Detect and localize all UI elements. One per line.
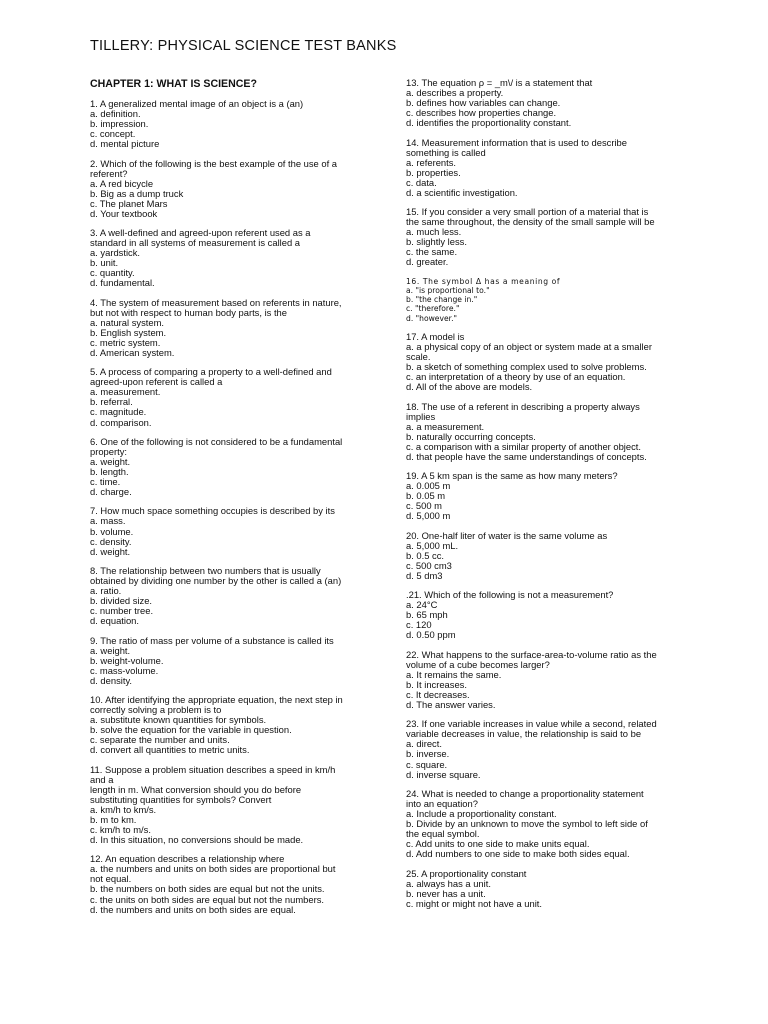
answer-option: c. quantity. bbox=[90, 267, 135, 279]
question-block bbox=[406, 402, 680, 462]
question-block bbox=[90, 854, 372, 914]
answer-option: a. 0.005 m bbox=[406, 480, 451, 492]
question-block bbox=[406, 531, 680, 581]
question-block bbox=[90, 367, 372, 427]
question-text: 25. A proportionality constant bbox=[406, 867, 527, 879]
right-column bbox=[406, 78, 680, 918]
answer-option: b. unit. bbox=[90, 257, 119, 269]
question-text: standard in all systems of measurement is called a bbox=[90, 237, 300, 249]
answer-option: d. 5 dm3 bbox=[406, 569, 443, 581]
question-text: something is called bbox=[406, 146, 486, 158]
answer-option: d. American system. bbox=[90, 346, 175, 358]
question-text: 5. A process of comparing a property to a well-defined and bbox=[90, 366, 332, 378]
answer-option: a. much less. bbox=[406, 226, 462, 238]
answer-option: b. volume. bbox=[90, 525, 134, 537]
answer-option: a. direct. bbox=[406, 738, 442, 750]
answer-option: c. density. bbox=[90, 535, 132, 547]
answer-option: d. In this situation, no conversions should be made. bbox=[90, 833, 304, 845]
question-block bbox=[406, 138, 680, 198]
question-block bbox=[90, 506, 372, 556]
answer-option: d. 5,000 m bbox=[406, 510, 451, 522]
answer-option: a. always has a unit. bbox=[406, 877, 491, 889]
answer-option: b. divided size. bbox=[90, 595, 153, 607]
question-text: 10. After identifying the appropriate equation, the next step in bbox=[90, 694, 343, 706]
question-block bbox=[90, 159, 372, 219]
answer-option: c. Add units to one side to make units equal. bbox=[406, 838, 590, 850]
question-block bbox=[90, 636, 372, 686]
answer-option: c. 500 m bbox=[406, 500, 442, 512]
answer-option: b. the numbers on both sides are equal but not the units. bbox=[90, 883, 325, 895]
answer-option: b. properties. bbox=[406, 166, 461, 178]
question-block bbox=[406, 650, 680, 710]
right-question-list bbox=[406, 78, 680, 909]
chapter-heading: CHAPTER 1: WHAT IS SCIENCE? bbox=[90, 78, 257, 90]
answer-option: d. equation. bbox=[90, 615, 139, 627]
question-text: length in m. What conversion should you do before bbox=[90, 783, 302, 795]
answer-option: b. 0.05 m bbox=[406, 490, 446, 502]
answer-option: b. inverse. bbox=[406, 748, 450, 760]
question-block bbox=[406, 471, 680, 521]
answer-option: a. yardstick. bbox=[90, 247, 141, 259]
answer-option: d. All of the above are models. bbox=[406, 381, 533, 393]
answer-option: d. Your textbook bbox=[90, 207, 158, 219]
answer-option: d. the numbers and units on both sides are equal. bbox=[90, 903, 296, 915]
document-title: TILLERY: PHYSICAL SCIENCE TEST BANKS bbox=[90, 38, 397, 54]
answer-option: d. comparison. bbox=[90, 416, 152, 428]
question-text: 19. A 5 km span is the same as how many meters? bbox=[406, 470, 618, 482]
question-text: 22. What happens to the surface-area-to-volume ratio as the bbox=[406, 648, 657, 660]
answer-option: a. substitute known quantities for symbols. bbox=[90, 714, 267, 726]
question-text: 1. A generalized mental image of an object is a (an) bbox=[90, 98, 304, 109]
answer-option: d. mental picture bbox=[90, 138, 160, 150]
left-question-list bbox=[90, 99, 372, 915]
question-text: but not with respect to human body parts, is the bbox=[90, 306, 287, 318]
question-block bbox=[406, 789, 680, 859]
answer-option: c. The planet Mars bbox=[90, 197, 168, 209]
question-text: 13. The equation ρ = _m\/ is a statement that bbox=[406, 77, 593, 88]
answer-option: a. natural system. bbox=[90, 316, 164, 328]
answer-option: c. number tree. bbox=[90, 605, 154, 617]
question-text: 14. Measurement information that is used to describe bbox=[406, 136, 627, 148]
question-block bbox=[90, 566, 372, 626]
question-text: 6. One of the following is not considered to be a fundamental bbox=[90, 435, 343, 447]
answer-option: c. mass-volume. bbox=[90, 664, 159, 676]
question-text: into an equation? bbox=[406, 797, 478, 809]
question-text: 18. The use of a referent in describing a property always bbox=[406, 400, 640, 412]
answer-option: c. km/h to m/s. bbox=[90, 823, 151, 835]
answer-option: b. solve the equation for the variable in question. bbox=[90, 724, 292, 736]
answer-option: d. greater. bbox=[406, 256, 449, 268]
answer-option: a. ratio. bbox=[90, 585, 122, 597]
answer-option: c. square. bbox=[406, 758, 448, 770]
answer-option: c. describes how properties change. bbox=[406, 107, 557, 119]
question-text: correctly solving a problem is to bbox=[90, 704, 222, 716]
answer-option: b. English system. bbox=[90, 326, 167, 338]
answer-option: d. weight. bbox=[90, 545, 131, 557]
answer-option: c. concept. bbox=[90, 128, 136, 140]
answer-option: c. a comparison with a similar property of another object. bbox=[406, 440, 642, 452]
answer-option: c. time. bbox=[90, 476, 121, 488]
answer-option: a. a measurement. bbox=[406, 420, 485, 432]
question-text: 4. The system of measurement based on referents in nature, bbox=[90, 296, 342, 308]
answer-option: b. weight-volume. bbox=[90, 654, 164, 666]
question-text: 20. One-half liter of water is the same volume as bbox=[406, 529, 608, 541]
answer-option: d. "however." bbox=[406, 313, 457, 323]
question-text: and a bbox=[90, 773, 114, 785]
answer-option: b. Big as a dump truck bbox=[90, 187, 184, 199]
answer-option: c. an interpretation of a theory by use of an equation. bbox=[406, 371, 626, 383]
question-text: 3. A well-defined and agreed-upon referent used as a bbox=[90, 227, 311, 239]
question-text: 15. If you consider a very small portion of a material that is bbox=[406, 206, 649, 218]
question-block bbox=[406, 78, 680, 128]
answer-option: scale. bbox=[406, 351, 431, 363]
question-block bbox=[90, 437, 372, 497]
answer-option: b. length. bbox=[90, 465, 129, 477]
question-block bbox=[90, 298, 372, 358]
answer-option: d. density. bbox=[90, 674, 133, 686]
answer-option: d. inverse square. bbox=[406, 768, 481, 780]
answer-option: a. 5,000 mL. bbox=[406, 539, 459, 551]
answer-option: c. magnitude. bbox=[90, 406, 147, 418]
question-block bbox=[406, 207, 680, 267]
answer-option: d. convert all quantities to metric units. bbox=[90, 744, 250, 756]
question-block bbox=[406, 332, 680, 392]
answer-option: a. 24°C bbox=[406, 599, 438, 611]
question-text: 11. Suppose a problem situation describes a speed in km/h bbox=[90, 763, 336, 775]
question-text: 12. An equation describes a relationship where bbox=[90, 853, 285, 865]
answer-option: b. 0.5 cc. bbox=[406, 549, 445, 561]
question-text: substituting quantities for symbols? Convert bbox=[90, 793, 272, 805]
answer-option: c. data. bbox=[406, 176, 437, 188]
question-block bbox=[406, 277, 680, 323]
question-text: 16. The symbol Δ has a meaning of bbox=[406, 276, 561, 286]
question-text: 9. The ratio of mass per volume of a substance is called its bbox=[90, 634, 334, 646]
answer-option: b. a sketch of something complex used to solve problems. bbox=[406, 361, 647, 373]
question-block bbox=[406, 869, 680, 909]
answer-option: a. the numbers and units on both sides are proportional but bbox=[90, 863, 336, 875]
answer-option: c. 500 cm3 bbox=[406, 559, 452, 571]
answer-option: c. metric system. bbox=[90, 336, 161, 348]
answer-option: a. Include a proportionality constant. bbox=[406, 808, 557, 819]
question-text: the same throughout, the density of the small sample will be bbox=[406, 216, 655, 228]
answer-option: a. mass. bbox=[90, 515, 126, 527]
answer-option: d. fundamental. bbox=[90, 277, 155, 289]
answer-option: c. separate the number and units. bbox=[90, 734, 230, 746]
question-block bbox=[90, 695, 372, 755]
answer-option: a. definition. bbox=[90, 108, 141, 120]
answer-option: c. 120 bbox=[406, 619, 432, 631]
question-block bbox=[90, 765, 372, 845]
answer-option: a. a physical copy of an object or system made at a smaller bbox=[406, 341, 652, 353]
answer-option: a. describes a property. bbox=[406, 87, 504, 99]
answer-option: d. charge. bbox=[90, 486, 132, 498]
question-text: property: bbox=[90, 445, 127, 457]
answer-option: not equal. bbox=[90, 873, 132, 885]
answer-option: d. that people have the same understandings of concepts. bbox=[406, 450, 647, 462]
question-block bbox=[406, 590, 680, 640]
answer-option: a. referents. bbox=[406, 156, 457, 168]
question-block bbox=[90, 228, 372, 288]
question-text: 7. How much space something occupies is described by its bbox=[90, 505, 335, 517]
answer-option: a. measurement. bbox=[90, 386, 161, 398]
answer-option: c. the units on both sides are equal but not the numbers. bbox=[90, 893, 325, 905]
question-block bbox=[406, 719, 680, 779]
answer-option: b. slightly less. bbox=[406, 236, 467, 248]
answer-option: b. 65 mph bbox=[406, 609, 448, 621]
answer-option: a. It remains the same. bbox=[406, 668, 502, 680]
answer-option: a. km/h to km/s. bbox=[90, 803, 157, 815]
answer-option: d. identifies the proportionality constant. bbox=[406, 117, 572, 129]
question-block bbox=[90, 99, 372, 149]
question-text: 2. Which of the following is the best example of the use of a bbox=[90, 157, 338, 169]
question-text: implies bbox=[406, 410, 436, 422]
left-column bbox=[90, 78, 372, 924]
answer-option: d. a scientific investigation. bbox=[406, 186, 518, 198]
answer-option: b. Divide by an unknown to move the symbol to left side of bbox=[406, 818, 648, 830]
answer-option: b. impression. bbox=[90, 118, 149, 130]
question-text: volume of a cube becomes larger? bbox=[406, 658, 550, 670]
question-text: agreed-upon referent is called a bbox=[90, 376, 223, 388]
answer-option: b. "the change in." bbox=[406, 295, 478, 305]
answer-option: b. never has a unit. bbox=[406, 887, 486, 899]
question-text: obtained by dividing one number by the other is called a (an) bbox=[90, 575, 342, 586]
question-text: 8. The relationship between two numbers that is usually bbox=[90, 564, 321, 576]
answer-option: d. 0.50 ppm bbox=[406, 629, 456, 641]
answer-option: b. m to km. bbox=[90, 813, 137, 825]
question-text: 17. A model is bbox=[406, 331, 465, 342]
question-text: .21. Which of the following is not a measurement? bbox=[406, 589, 614, 601]
answer-option: b. It increases. bbox=[406, 678, 467, 690]
answer-option: a. weight. bbox=[90, 455, 131, 467]
answer-option: c. might or might not have a unit. bbox=[406, 897, 543, 909]
answer-option: b. referral. bbox=[90, 396, 133, 408]
answer-option: b. naturally occurring concepts. bbox=[406, 430, 536, 442]
answer-option: a. "is proportional to." bbox=[406, 285, 490, 295]
answer-option: the equal symbol. bbox=[406, 828, 480, 840]
answer-option: a. A red bicycle bbox=[90, 177, 154, 189]
answer-option: a. weight. bbox=[90, 644, 131, 656]
answer-option: b. defines how variables can change. bbox=[406, 97, 561, 109]
answer-option: d. Add numbers to one side to make both sides equal. bbox=[406, 848, 630, 860]
question-text: referent? bbox=[90, 167, 128, 179]
answer-option: d. The answer varies. bbox=[406, 698, 496, 710]
question-text: variable decreases in value, the relationship is said to be bbox=[406, 728, 642, 740]
answer-option: c. the same. bbox=[406, 246, 458, 258]
answer-option: c. "therefore." bbox=[406, 304, 460, 314]
question-text: 24. What is needed to change a proportionality statement bbox=[406, 787, 644, 799]
answer-option: c. It decreases. bbox=[406, 688, 470, 700]
question-text: 23. If one variable increases in value while a second, related bbox=[406, 718, 657, 730]
